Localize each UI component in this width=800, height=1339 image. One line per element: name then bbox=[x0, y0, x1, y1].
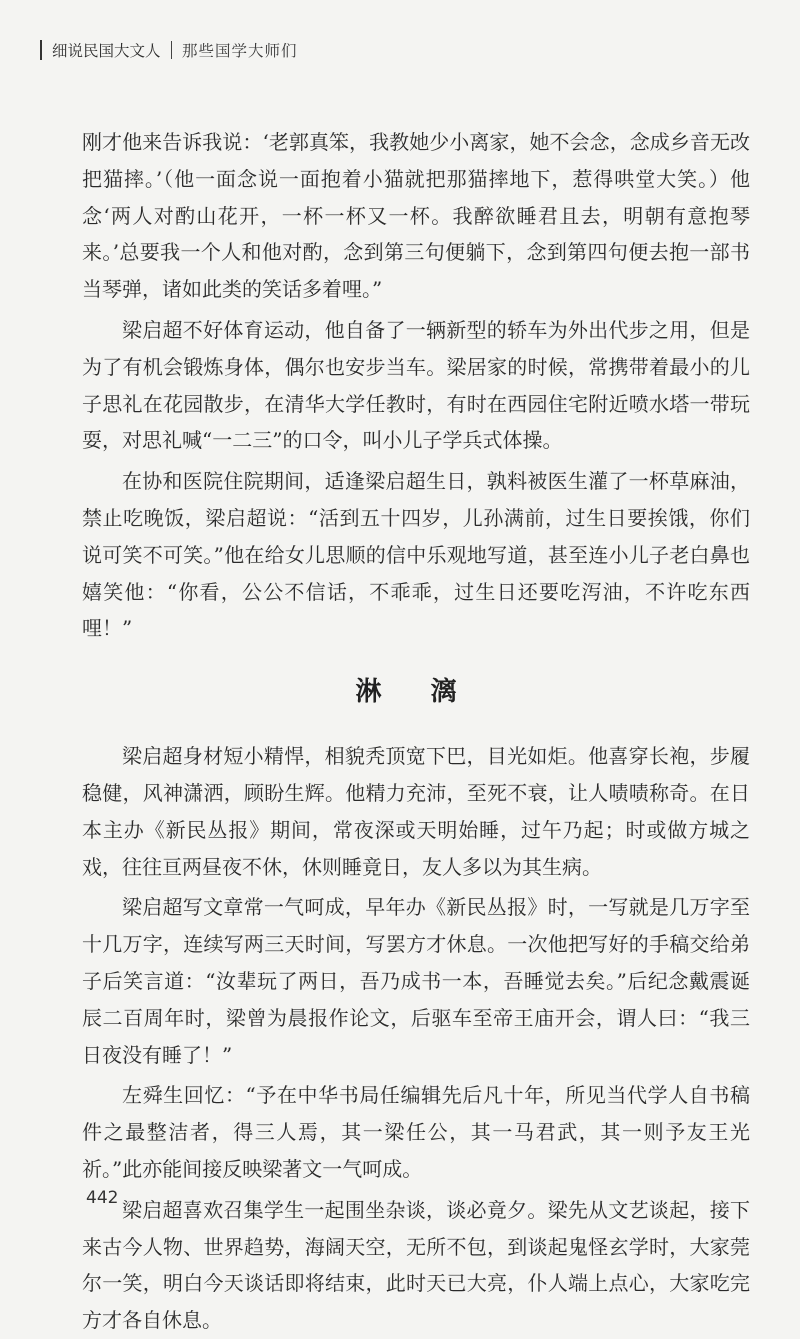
paragraph: 刚才他来告诉我说：‘老郭真笨，我教她少小离家，她不会念，念成乡音无改把猫摔。’（他一面念说一面抱着小猫就把那猫摔地下，惹得哄堂大笑。）他念‘两人对酌山花开，一杯一杯又一杯。我醉欲睡君且去，明朝有意抱琴来。’总要我一个人和他对酌，念到第三句便躺下，念到第四句便去抱一部书当琴弹，诸如此类的笑话多着哩。” bbox=[82, 130, 750, 302]
header-separator bbox=[171, 41, 173, 59]
paragraph: 梁启超喜欢召集学生一起围坐杂谈，谈必竟夕。梁先从文艺谈起，接下来古今人物、世界趋势，海阔天空，无所不包，到谈起鬼怪玄学时，大家莞尔一笑，明白今天谈话即将结束，此时天已大亮，仆人端上点心，大家吃完方才各自休息。 bbox=[82, 1197, 750, 1333]
running-header bbox=[40, 38, 298, 62]
page-number: 442 bbox=[86, 1188, 119, 1208]
paragraph: 左舜生回忆：“予在中华书局任编辑先后凡十年，所见当代学人自书稿件之最整洁者，得三人焉，其一梁任公，其一马君武，其一则予友王光祈。”此亦能间接反映梁著文一气呵成。 bbox=[82, 1083, 750, 1181]
book-subtitle: 那些国学大师们 bbox=[182, 42, 298, 60]
header-bar bbox=[40, 40, 42, 60]
paragraph: 梁启超写文章常一气呵成，早年办《新民丛报》时，一写就是几万字至十几万字，连续写两三天时间，写罢方才休息。一次他把写好的手稿交给弟子后笑言道：“汝辈玩了两日，吾乃成书一本，吾睡觉去矣。”后纪念戴震诞辰二百周年时，梁曾为晨报作论文，后驱车至帝王庙开会，谓人曰：“我三日夜没有睡了！” bbox=[82, 895, 750, 1067]
paragraph: 在协和医院住院期间，适逢梁启超生日，孰料被医生灌了一杯草麻油，禁止吃晚饭，梁启超说：“活到五十四岁，儿孙满前，过生日要挨饿，你们说可笑不可笑。”他在给女儿思顺的信中乐观地写道，甚至连小儿子老白鼻也嬉笑他：“你看，公公不信话，不乖乖，过生日还要吃泻油，不许吃东西哩！” bbox=[82, 469, 750, 641]
paragraph: 梁启超不好体育运动，他自备了一辆新型的轿车为外出代步之用，但是为了有机会锻炼身体，偶尔也安步当车。梁居家的时候，常携带着最小的儿子思礼在花园散步，在清华大学任教时，有时在西园住宅附近喷水塔一带玩耍，对思礼喊“一二三”的口令，叫小儿子学兵式体操。 bbox=[82, 317, 750, 453]
paragraph: 梁启超身材短小精悍，相貌秃顶宽下巴，目光如炬。他喜穿长袍，步履稳健，风神潇洒，顾盼生辉。他精力充沛，至死不衰，让人啧啧称奇。在日本主办《新民丛报》期间，常夜深或天明始睡，过午乃起；时或做方城之戏，往往亘两昼夜不休，休则睡竟日，友人多以为其生病。 bbox=[82, 744, 750, 879]
page-body bbox=[82, 124, 750, 1339]
section-title: 淋 漓 bbox=[355, 677, 477, 708]
series-title: 细说民国大文人 bbox=[52, 42, 161, 60]
